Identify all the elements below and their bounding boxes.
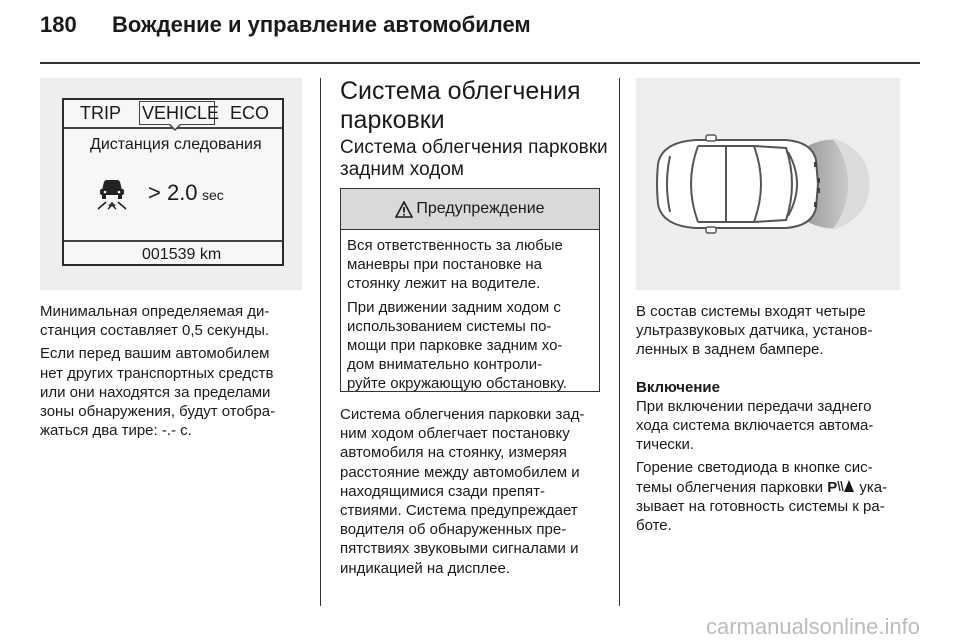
following-distance-icon — [94, 176, 130, 210]
cluster-display-figure — [40, 78, 302, 290]
column-divider-2 — [619, 78, 620, 606]
distance-unit: sec — [202, 187, 224, 203]
middle-paragraph: Система облегчения парковки зад- ним ходом облегчает постановку автомобиля на стоянку, измеряя расстояние между автомобилем и находящимися сзади препят- ствиями. Система предупреждает водителя об обнаруженных пре- пятствиях звуковыми сигналами и индикацией на дисплее. — [340, 406, 585, 577]
display-divider — [64, 240, 282, 242]
right-paragraph-2: При включении передачи заднего хода система включается автома- тически. — [636, 397, 874, 454]
right-paragraph-3-end: ука- зывает на готовность системы к ра- боте. — [636, 478, 888, 535]
warning-triangle-icon — [395, 201, 413, 218]
tab-trip: TRIP — [80, 103, 122, 123]
warning-paragraph-2: При движении задним ходом с использованием системы по- мощи при парковке задним хо- дом внимательно контроли- руйте окружающую обстановку. — [347, 298, 567, 393]
page-header — [40, 12, 531, 38]
right-paragraph-1: В состав системы входят четыре ультразвуковых датчика, установ- ленных в заднем бампере. — [636, 303, 873, 359]
cluster-display — [62, 98, 284, 266]
parking-letter: P — [827, 478, 838, 496]
left-paragraph-2: Если перед вашим автомобилем нет других транспортных средств или они находятся за пределами зоны обнаружения, будут отобра- жаться два тире: -.- с. — [40, 345, 276, 440]
page-number: 180 — [40, 12, 77, 37]
left-column — [40, 302, 308, 444]
section-heading: Система облегчения парковки — [340, 77, 581, 134]
warning-header — [341, 189, 599, 230]
display-title: Дистанция следования — [90, 136, 262, 153]
page-title: Вождение и управление автомобилем — [112, 12, 531, 37]
car-rear-sensors-icon — [636, 78, 900, 290]
watermark: carmanualsonline.info — [705, 614, 920, 639]
car-sensors-figure — [636, 78, 900, 290]
tab-eco: ECO — [230, 103, 270, 123]
warning-paragraph-1: Вся ответственность за любые маневры при постановке на стоянку лежит на водителе. — [347, 237, 563, 293]
right-paragraph-3 — [636, 458, 906, 535]
tab-pointer-icon — [168, 124, 182, 132]
middle-column-text — [340, 405, 612, 582]
warning-title: Предупреждение — [416, 200, 545, 217]
header-rule — [40, 62, 920, 64]
right-column — [636, 302, 906, 539]
distance-value: > 2.0 — [148, 180, 198, 205]
odometer-readout: 001539 km — [142, 246, 222, 263]
column-divider-1 — [320, 78, 321, 606]
left-paragraph-1: Минимальная определяемая ди- станция составляет 0,5 секунды. — [40, 303, 270, 340]
parking-assist-symbol — [827, 479, 855, 496]
right-paragraph-3-start: Горение светодиода в кнопке сис- темы облегчения парковки — [636, 459, 873, 496]
activation-subheading: Включение — [636, 378, 720, 396]
parking-sensor-waves-icon — [837, 479, 855, 493]
warning-body — [341, 230, 599, 394]
warning-box — [340, 188, 600, 392]
tab-vehicle: VEHICLE — [142, 103, 220, 123]
section-subheading: Система облегчения парковки задним ходом — [340, 137, 608, 180]
